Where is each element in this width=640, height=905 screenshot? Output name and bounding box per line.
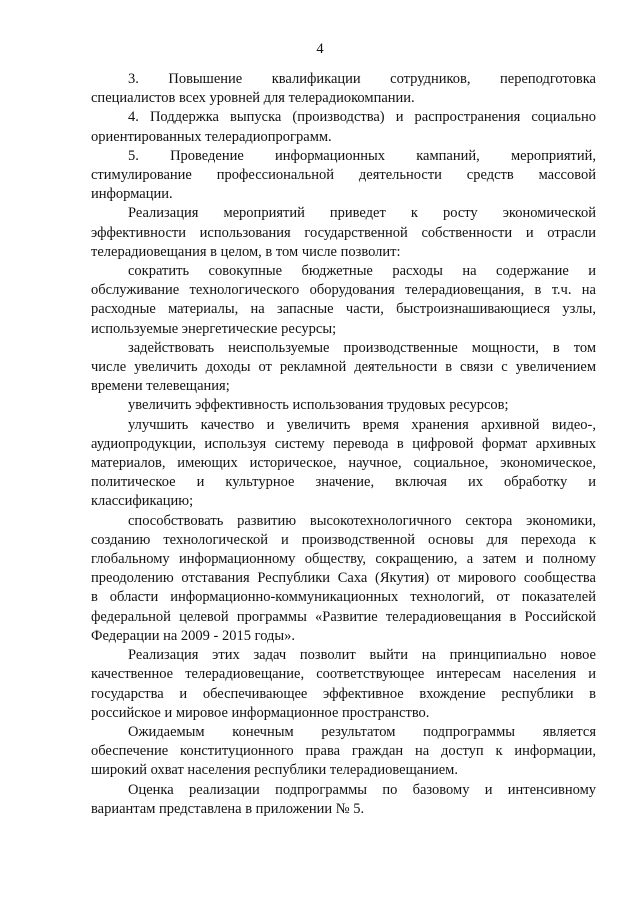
text-line: расходные материалы, на запасные части, быстроизнашивающиеся узлы, bbox=[91, 301, 596, 318]
text-line: 4. Поддержка выпуска (производства) и распространения социально bbox=[128, 109, 596, 126]
body-text bbox=[91, 70, 596, 819]
text-line: способствовать развитию высокотехнологичного сектора экономики, bbox=[128, 512, 596, 529]
text-line: государства и обеспечивающее эффективное вхождение республики в bbox=[91, 685, 596, 702]
text-line: времени телевещания; bbox=[91, 378, 230, 395]
text-line: телерадиовещания в целом, в том числе позволит: bbox=[91, 243, 401, 260]
text-line: Реализация мероприятий приведет к росту экономической bbox=[128, 205, 596, 222]
text-line: федеральной целевой программы «Развитие телерадиовещания в Российской bbox=[91, 608, 596, 625]
text-line: Оценка реализации подпрограммы по базовому и интенсивному bbox=[128, 781, 596, 798]
text-line: Реализация этих задач позволит выйти на принципиально новое bbox=[128, 647, 596, 664]
text-line: широкий охват населения республики телерадиовещанием. bbox=[91, 762, 458, 779]
text-line: используемые энергетические ресурсы; bbox=[91, 320, 337, 337]
text-line: классификацию; bbox=[91, 493, 194, 510]
text-line: улучшить качество и увеличить время хранения архивной видео-, bbox=[128, 416, 596, 433]
text-line: ориентированных телерадиопрограмм. bbox=[91, 128, 332, 145]
text-line: преодолению отставания Республики Саха (Якутия) от мирового сообщества bbox=[91, 570, 596, 587]
text-line: числе увеличить доходы от рекламной деятельности в связи с увеличением bbox=[91, 359, 596, 376]
text-line: созданию технологической и производственной основы для перехода к bbox=[91, 531, 596, 548]
text-line: Ожидаемым конечным результатом подпрограммы является bbox=[128, 723, 596, 740]
text-line: специалистов всех уровней для телерадиокомпании. bbox=[91, 90, 415, 107]
text-line: 3. Повышение квалификации сотрудников, переподготовка bbox=[128, 71, 596, 87]
page-number: 4 bbox=[316, 41, 324, 57]
text-line: аудиопродукции, используя систему перевода в цифровой формат архивных bbox=[91, 435, 596, 452]
text-line: политическое и культурное значение, включая их обработку и bbox=[91, 474, 596, 491]
text-line: обслуживание технологического оборудования телерадиовещания, в т.ч. на bbox=[91, 282, 596, 299]
text-line: вариантам представлена в приложении № 5. bbox=[91, 800, 365, 817]
text-line: задействовать неиспользуемые производственные мощности, в том bbox=[128, 339, 596, 356]
text-line: 5. Проведение информационных кампаний, мероприятий, bbox=[128, 147, 596, 164]
text-line: эффективности использования государственной собственности и отрасли bbox=[91, 224, 596, 241]
text-line: увеличить эффективность использования трудовых ресурсов; bbox=[128, 397, 509, 414]
text-line: в области информационно-коммуникационных технологий, от показателей bbox=[91, 589, 596, 606]
text-line: Федерации на 2009 - 2015 годы». bbox=[91, 627, 296, 644]
text-line: глобальному информационному обществу, сокращению, а затем и полному bbox=[91, 551, 596, 568]
text-line: материалов, имеющих историческое, научное, социальное, экономическое, bbox=[91, 455, 596, 472]
text-line: российское и мировое информационное пространство. bbox=[91, 704, 430, 721]
text-line: качественное телерадиовещание, соответствующее интересам населения и bbox=[91, 666, 596, 683]
text-line: стимулирование профессиональной деятельности средств массовой bbox=[91, 167, 596, 184]
text-line: информации. bbox=[91, 186, 173, 203]
text-line: обеспечение конституционного права граждан на доступ к информации, bbox=[91, 743, 596, 760]
text-line: сократить совокупные бюджетные расходы на содержание и bbox=[128, 263, 596, 280]
